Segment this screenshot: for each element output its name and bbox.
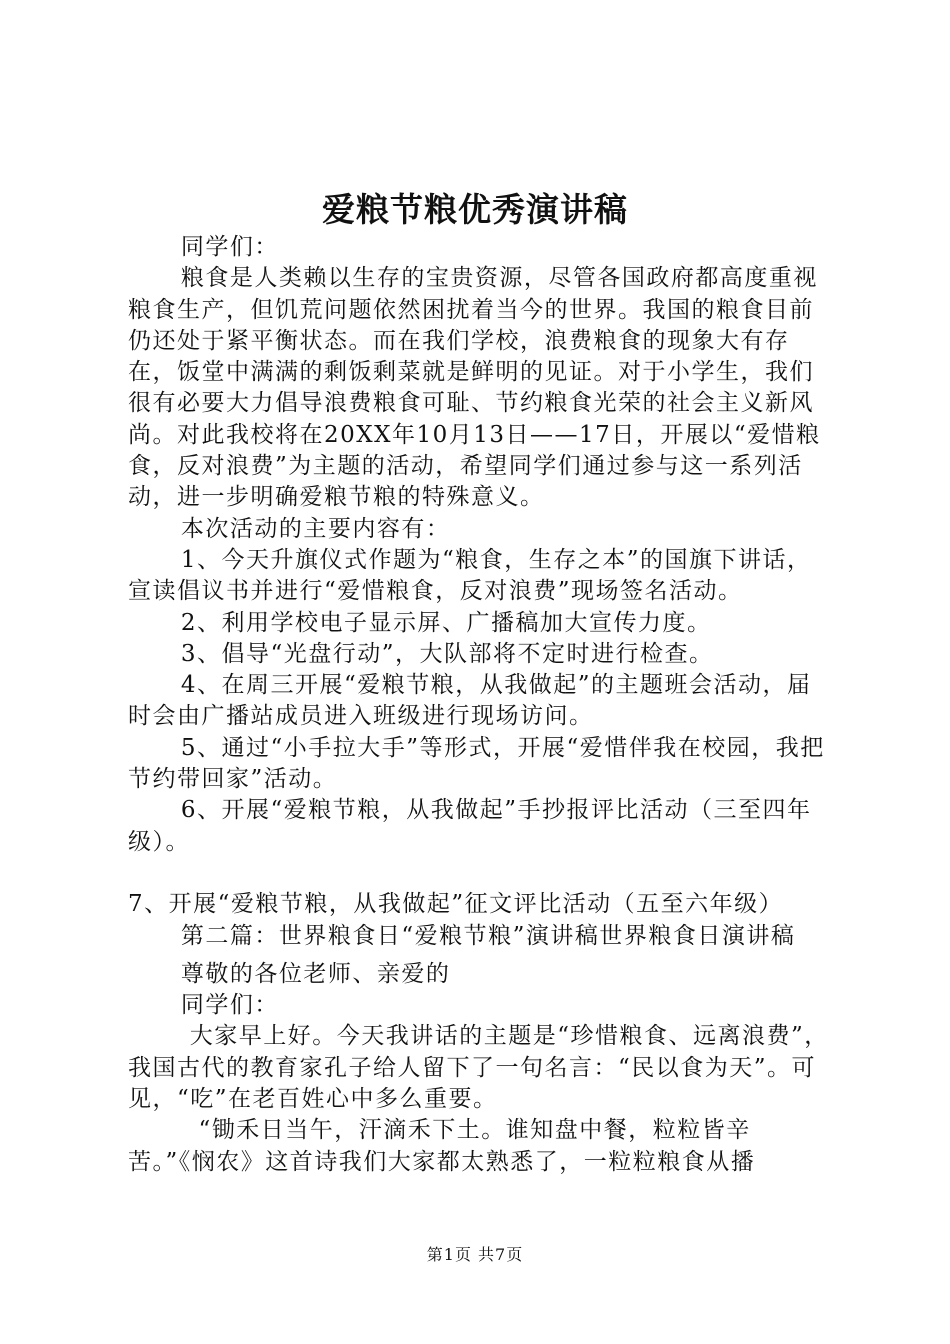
paragraph-item-7: 7、开展“爱粮节粮，从我做起”征文评比活动（五至六年级）	[128, 859, 784, 918]
paragraph-item-1: 1、今天升旗仪式作题为“粮食，生存之本”的国旗下讲话，宣读倡议书并进行“爱惜粮食，反对浪费”现场签名活动。	[128, 546, 812, 605]
paragraph-poem: “锄禾日当午，汗滴禾下土。谁知盘中餐，粒粒皆辛苦。”《悯农》这首诗我们大家都太熟悉了，一粒粒粮食从播	[128, 1117, 756, 1175]
paragraph-greeting: 同学们：	[128, 234, 279, 260]
paragraph-speech-opening: 大家早上好。今天我讲话的主题是“珍惜粮食、远离浪费”，我国古代的教育家孔子给人留下了一句名言：“民以食为天”。可见，“吃”在老百姓心中多么重要。	[128, 1023, 829, 1113]
paragraph-second-title: 第二篇：世界粮食日“爱粮节粮”演讲稿世界粮食日演讲稿	[128, 922, 796, 949]
paragraph-item-4: 4、在周三开展“爱粮节粮，从我做起”的主题班会活动，届时会由广播站成员进入班级进行现场访问。	[128, 672, 812, 730]
document-title: 爱粮节粮优秀演讲稿	[322, 190, 628, 229]
paragraph-item-5: 5、通过“小手拉大手”等形式，开展“爱惜伴我在校园，我把节约带回家”活动。	[128, 734, 825, 793]
paragraph-item-6: 6、开展“爱粮节粮，从我做起”手抄报评比活动（三至四年级）。	[128, 797, 812, 855]
paragraph-intro: 粮食是人类赖以生存的宝贵资源，尽管各国政府都高度重视粮食生产，但饥荒问题依然困扰着当今的世界。我国的粮食目前仍还处于紧平衡状态。而在我们学校，浪费粮食的现象大有存在，饭堂中满满的剩饭剩菜就是鲜明的见证。对于小学生，我们很有必要大力倡导浪费粮食可耻、节约粮食光荣的社会主义新风尚。对此我校将在20XX年10月13日——17日，开展以“爱惜粮食，反对浪费”为主题的活动，希望同学们通过参与这一系列活动，进一步明确爱粮节粮的特殊意义。	[128, 265, 821, 511]
paragraph-greeting-2: 同学们：	[128, 992, 279, 1019]
paragraph-salutation: 尊敬的各位老师、亲爱的	[128, 960, 451, 987]
page-number-footer: 第1页 共7页	[426, 1245, 524, 1264]
document-body	[128, 232, 834, 1178]
paragraph-item-2: 2、利用学校电子显示屏、广播稿加大宣传力度。	[128, 609, 712, 636]
spacer	[128, 952, 834, 959]
paragraph-item-3: 3、倡导“光盘行动”，大队部将不定时进行检查。	[128, 640, 714, 667]
paragraph-contents-heading: 本次活动的主要内容有：	[128, 515, 451, 542]
